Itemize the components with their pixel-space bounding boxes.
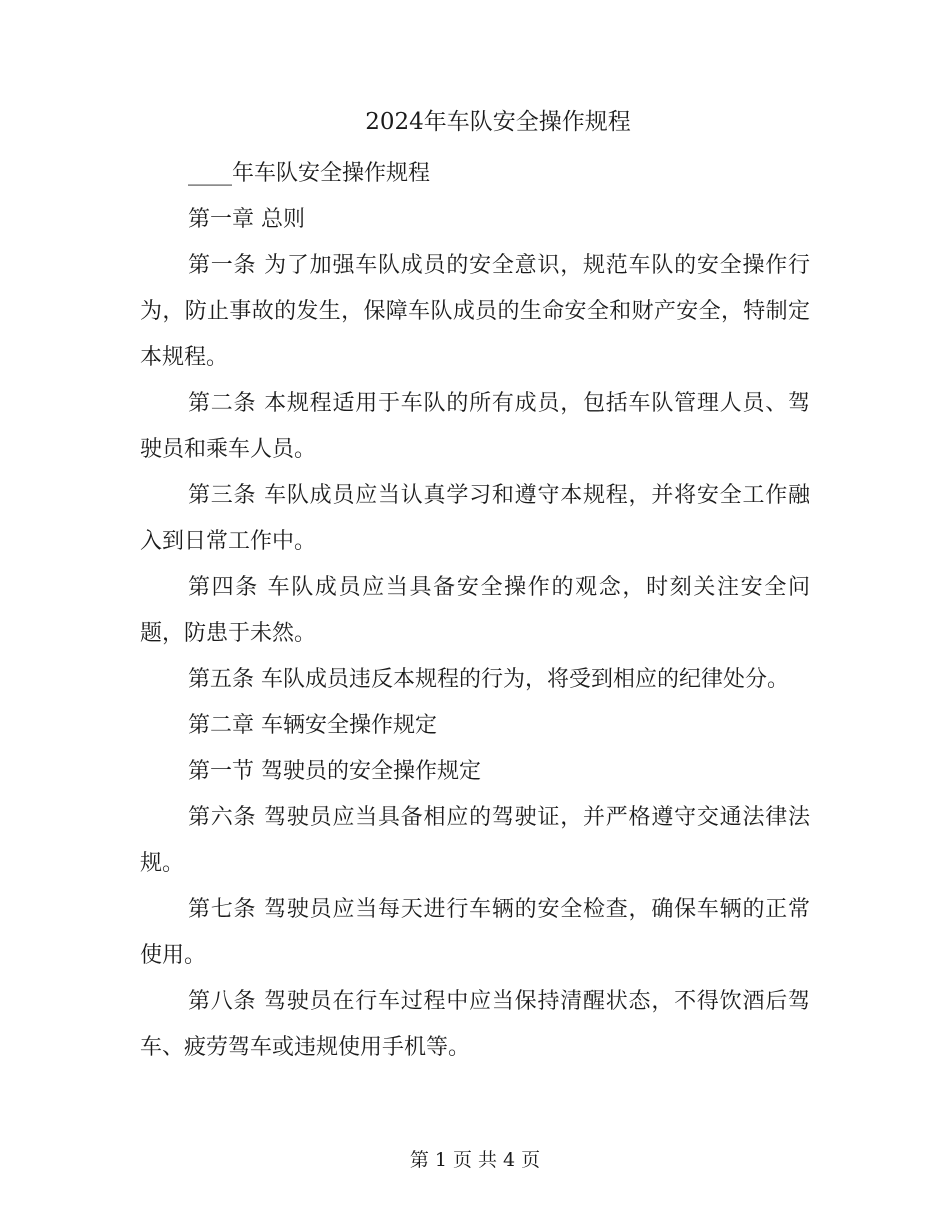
article-paragraph: 第三条 车队成员应当认真学习和遵守本规程，并将安全工作融入到日常工作中。	[140, 483, 810, 554]
document-title: 2024年车队安全操作规程	[365, 109, 631, 135]
chapter-heading: 第二章 车辆安全操作规定	[188, 713, 437, 738]
article-paragraph: 第八条 驾驶员在行车过程中应当保持清醒状态，不得饮酒后驾车、疲劳驾车或违规使用手机等。	[140, 989, 810, 1060]
section-heading: 第一节 驾驶员的安全操作规定	[188, 759, 481, 784]
article-paragraph: 第五条 车队成员违反本规程的行为，将受到相应的纪律处分。	[188, 667, 789, 692]
paragraph-subtitle: ____年车队安全操作规程	[188, 161, 431, 186]
article-paragraph: 第六条 驾驶员应当具备相应的驾驶证，并严格遵守交通法律法规。	[140, 805, 810, 876]
article-paragraph: 第二条 本规程适用于车队的所有成员，包括车队管理人员、驾驶员和乘车人员。	[140, 391, 810, 462]
article-paragraph: 第四条 车队成员应当具备安全操作的观念，时刻关注安全问题，防患于未然。	[140, 575, 810, 646]
document-body	[140, 151, 810, 1071]
chapter-heading: 第一章 总则	[188, 207, 305, 232]
article-paragraph: 第一条 为了加强车队成员的安全意识，规范车队的安全操作行为，防止事故的发生，保障车队成员的生命安全和财产安全，特制定本规程。	[140, 253, 810, 370]
page-number-footer: 第 1 页 共 4 页	[409, 1149, 541, 1171]
article-paragraph: 第七条 驾驶员应当每天进行车辆的安全检查，确保车辆的正常使用。	[140, 897, 810, 968]
